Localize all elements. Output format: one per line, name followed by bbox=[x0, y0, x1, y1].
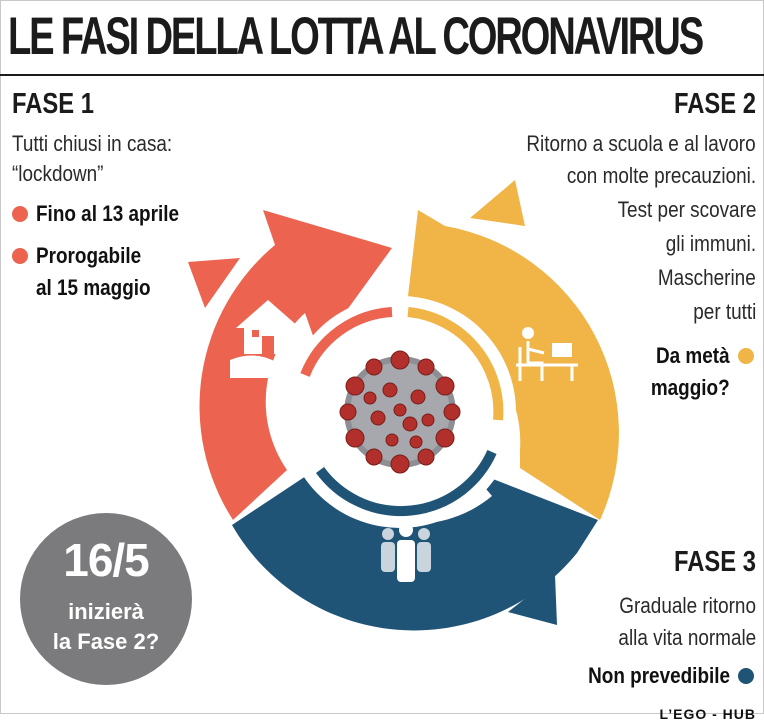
phase2-description-line5: Mascherine bbox=[658, 265, 756, 290]
phase3-description-line1: Graduale ritorno bbox=[619, 593, 756, 618]
phase1-bullet-dot bbox=[12, 206, 28, 222]
phase1-bullet-dot bbox=[12, 248, 28, 264]
phase2-arrowhead bbox=[470, 180, 525, 226]
phase3-description-line2: alla vita normale bbox=[618, 625, 756, 650]
phase3-title: FASE 3 bbox=[674, 546, 756, 578]
badge-line2: la Fase 2? bbox=[52, 629, 160, 654]
phase2-description-line2: con molte precauzioni. bbox=[566, 163, 756, 188]
phase2-description-line4: gli immuni. bbox=[665, 231, 756, 256]
source-credit: L’EGO - HUB bbox=[659, 706, 756, 722]
date-badge bbox=[20, 513, 192, 685]
phase2-description-line6: per tutti bbox=[692, 299, 756, 324]
phase2-start-date-line2: maggio? bbox=[651, 375, 730, 400]
phase1-description-line1: Tutti chiusi in casa: bbox=[12, 131, 173, 156]
phase1-title: FASE 1 bbox=[12, 88, 94, 120]
phase2-title: FASE 2 bbox=[674, 88, 756, 120]
page-title: LE FASI DELLA LOTTA AL CORONAVIRUS bbox=[8, 7, 702, 66]
phase2-description-line1: Ritorno a scuola e al lavoro bbox=[526, 131, 756, 156]
phase1-extension-line1: Prorogabile bbox=[36, 243, 142, 268]
badge-date: 16/5 bbox=[63, 534, 149, 586]
phase3-bullet-dot bbox=[738, 668, 754, 684]
phase1-extension-line2: al 15 maggio bbox=[36, 275, 151, 300]
phase3-timing: Non prevedibile bbox=[588, 663, 730, 688]
phase1-end-date: Fino al 13 aprile bbox=[36, 201, 180, 226]
phase1-description-line2: “lockdown” bbox=[12, 161, 104, 186]
badge-line1: inizierà bbox=[68, 599, 144, 624]
phase2-bullet-dot bbox=[738, 348, 754, 364]
phase2-start-date-line1: Da metà bbox=[656, 343, 730, 368]
phase2-description-line3: Test per scovare bbox=[617, 197, 756, 222]
